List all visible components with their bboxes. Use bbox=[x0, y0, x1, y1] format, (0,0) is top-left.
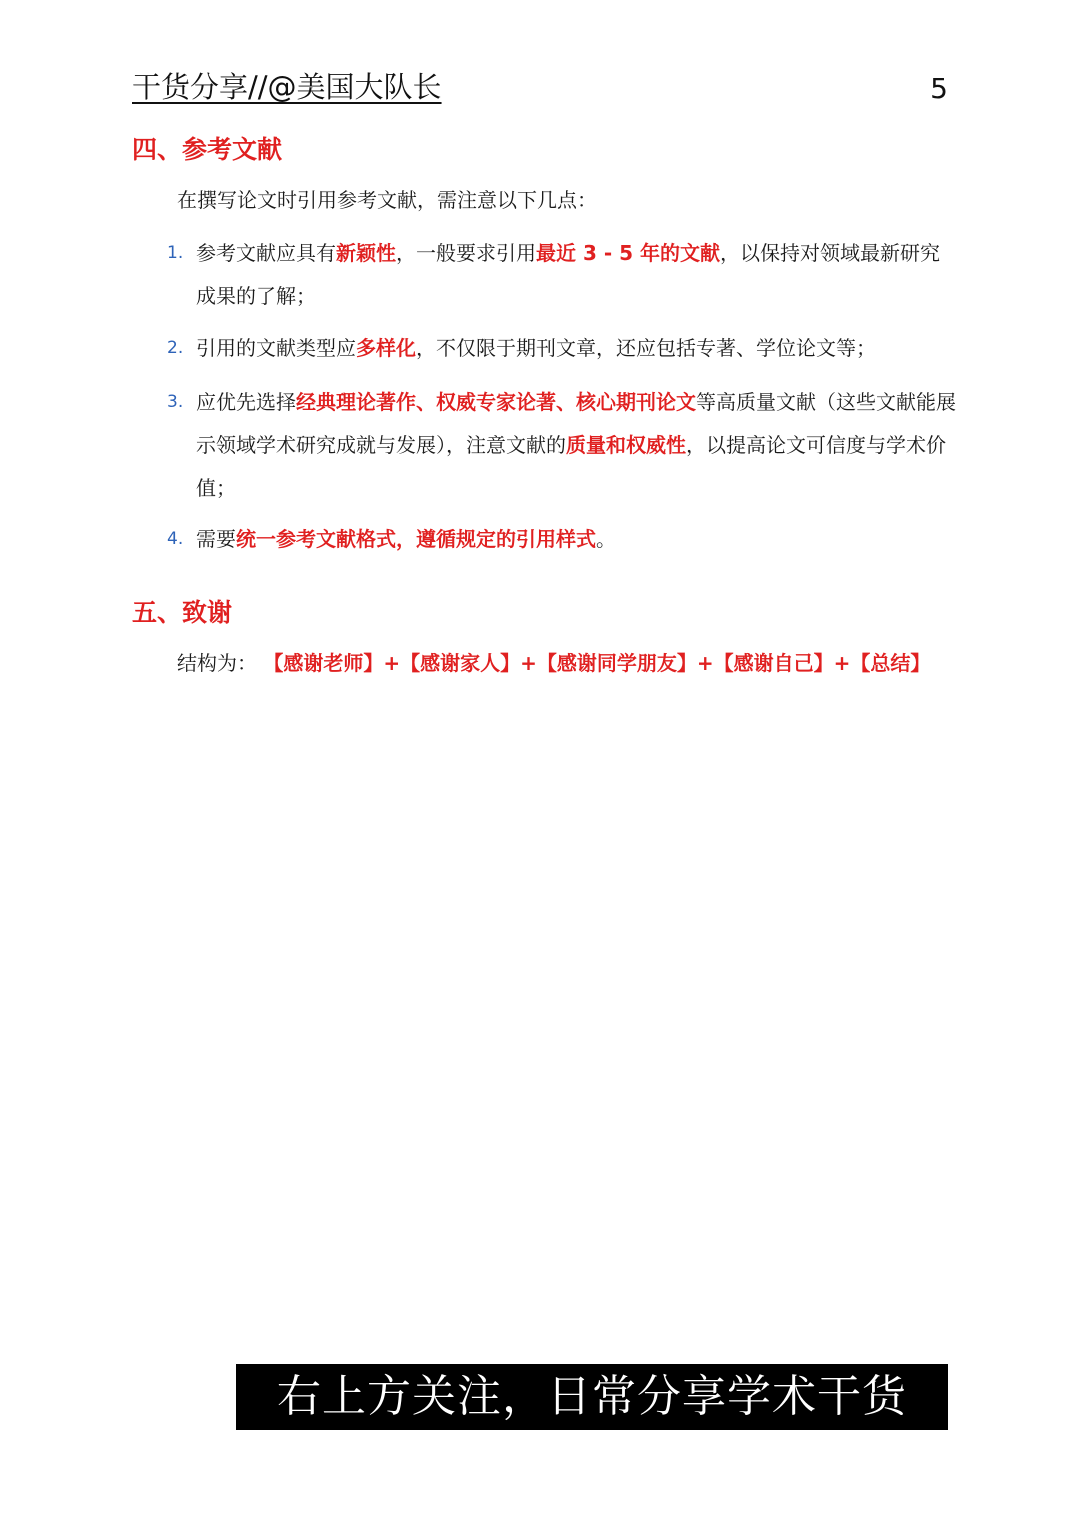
acknowledgement-structure bbox=[132, 642, 932, 684]
list-number: 3. bbox=[167, 392, 184, 412]
section-heading-acknowledgements: 五、致谢 bbox=[132, 598, 233, 627]
list-number: 2. bbox=[167, 338, 184, 358]
page-number: 5 bbox=[930, 72, 948, 105]
list-number: 1. bbox=[167, 243, 184, 263]
item-highlight: 经典理论著作、权威专家论著、核心期刊论文 bbox=[296, 390, 696, 414]
item-text: 。 bbox=[596, 527, 616, 551]
item-highlight: 新颖性 bbox=[336, 241, 396, 265]
document-header-title: 干货分享//@美国大队长 bbox=[132, 70, 442, 104]
item-text: ，以提高论文可信度与学术价值； bbox=[196, 433, 946, 500]
item-highlight: 质量和权威性 bbox=[566, 433, 686, 457]
item-text: 应优先选择 bbox=[196, 390, 296, 414]
reference-guideline-item bbox=[167, 232, 956, 318]
reference-guideline-item bbox=[167, 518, 956, 561]
item-text: ，不仅限于期刊文章，还应包括专著、学位论文等； bbox=[416, 336, 876, 360]
follow-banner: 右上方关注，日常分享学术干货 bbox=[236, 1364, 948, 1430]
item-text: 参考文献应具有 bbox=[196, 241, 336, 265]
reference-guideline-item bbox=[167, 381, 956, 510]
list-number: 4. bbox=[167, 529, 184, 549]
item-text: ，一般要求引用 bbox=[396, 241, 536, 265]
section-heading-references: 四、参考文献 bbox=[132, 135, 283, 164]
reference-guideline-item bbox=[167, 327, 956, 370]
item-highlight: 统一参考文献格式，遵循规定的引用样式 bbox=[236, 527, 596, 551]
structure-formula: 【感谢老师】+【感谢家人】+【感谢同学朋友】+【感谢自己】+【总结】 bbox=[263, 651, 931, 675]
item-text: ，以保持对领域最新研究成果的了解； bbox=[196, 241, 940, 308]
item-highlight: 多样化 bbox=[356, 336, 416, 360]
item-text: 引用的文献类型应 bbox=[196, 336, 356, 360]
item-highlight: 最近 3 - 5 年的文献 bbox=[536, 241, 720, 265]
item-text: 等高质量文献（这些文献能展示领域学术研究成就与发展），注意文献的 bbox=[196, 390, 956, 457]
references-intro: 在撰写论文时引用参考文献，需注意以下几点： bbox=[177, 188, 597, 212]
item-text: 需要 bbox=[196, 527, 236, 551]
structure-label: 结构为： bbox=[177, 651, 264, 675]
